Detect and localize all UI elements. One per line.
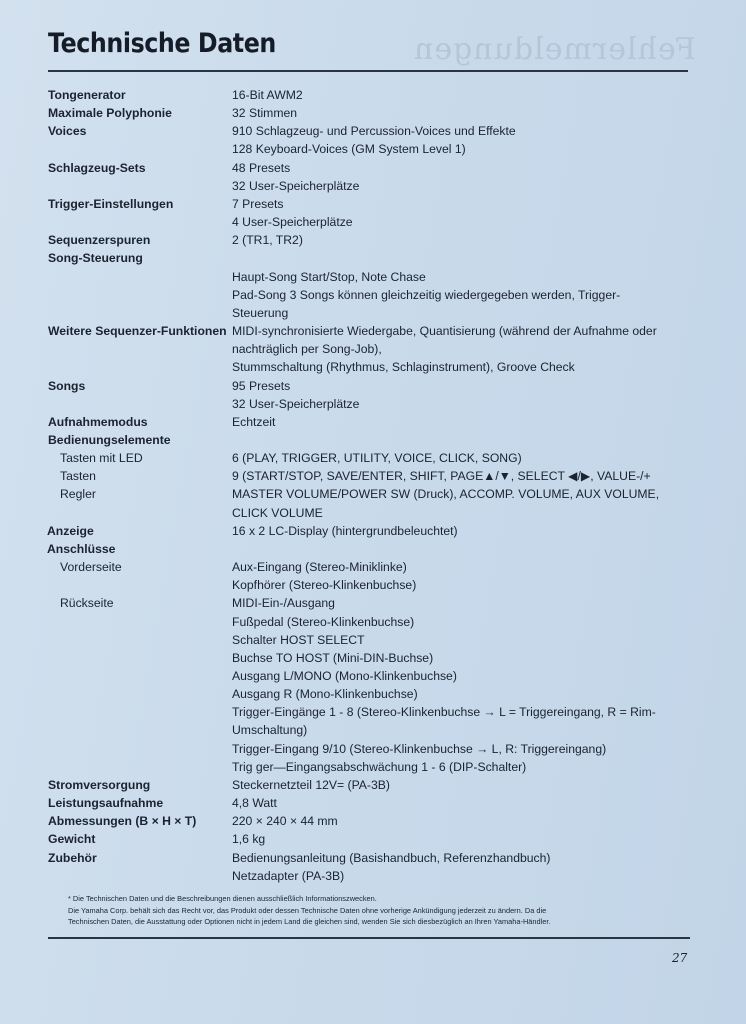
spec-value: [230, 794, 680, 812]
spec-row: [0, 794, 746, 812]
spec-label: Tongenerator: [48, 88, 126, 102]
spec-label: Leistungsaufnahme: [48, 796, 164, 811]
spec-value-line: 16 x 2 LC-Display (hintergrundbeleuchtet): [232, 523, 458, 538]
spec-value-line: Haupt-Song Start/Stop, Note Chase: [232, 269, 426, 284]
spec-label: Regler: [60, 487, 96, 502]
spec-value-line: 32 User-Speicherplätze: [232, 178, 360, 193]
title-divider: [48, 70, 688, 72]
spec-label: Tasten: [60, 469, 96, 484]
spec-value: [230, 485, 680, 521]
spec-value: [230, 377, 680, 413]
spec-label: Abmessungen (B × H × T): [48, 814, 197, 829]
spec-table: [0, 86, 746, 885]
spec-row: [0, 812, 746, 830]
spec-value: [230, 830, 680, 848]
spec-value-line: MASTER VOLUME/POWER SW (Druck), ACCOMP. VOLUME, AUX VOLUME,: [232, 487, 660, 502]
spec-value-line: Schalter HOST SELECT: [232, 632, 365, 647]
spec-value: [230, 122, 680, 158]
spec-value-line: 1,6 kg: [232, 832, 266, 847]
spec-value: [230, 849, 680, 885]
spec-value: [230, 322, 680, 376]
spec-value: [230, 431, 680, 449]
spec-row: [0, 485, 746, 521]
spec-value: [230, 195, 680, 231]
spec-value: [230, 540, 680, 558]
spec-row: [0, 104, 746, 122]
spec-row: [0, 522, 746, 540]
spec-value-line: CLICK VOLUME: [232, 505, 323, 520]
spec-value-line: 32 User-Speicherplätze: [232, 396, 360, 411]
spec-row: [0, 776, 746, 794]
spec-value-line: Trigger-Eingänge 1 - 8 (Stereo-Klinkenbuchse → L = Triggereingang, R = Rim-: [232, 705, 656, 720]
spec-label: Zubehör: [48, 850, 97, 865]
spec-value-line: Trigger-Eingang 9/10 (Stereo-Klinkenbuchse → L, R: Triggereingang): [232, 741, 607, 756]
spec-value: [230, 522, 680, 540]
spec-row: [0, 86, 746, 104]
spec-label: Weitere Sequenzer-Funktionen: [48, 324, 227, 339]
spec-value: [230, 249, 680, 322]
spec-value-line: Steckernetzteil 12V= (PA-3B): [232, 777, 390, 792]
spec-value: [230, 449, 680, 467]
spec-label: Aufnahmemodus: [48, 414, 148, 429]
spec-row: [0, 195, 746, 231]
spec-row: [0, 322, 746, 376]
spec-value-line: Pad-Song 3 Songs können gleichzeitig wiedergegeben werden, Trigger-: [232, 287, 621, 302]
spec-label: Voices: [48, 124, 87, 139]
spec-value-line: Aux-Eingang (Stereo-Miniklinke): [232, 560, 407, 575]
footnote-line: Technischen Daten, die Ausstattung oder Optionen nicht in jedem Land die gleichen sind, wenden Sie sich diesbezüglich an Ihren Yamaha-Händler.: [68, 917, 551, 926]
spec-row: [0, 377, 746, 413]
spec-row: [0, 413, 746, 431]
spec-label: Tasten mit LED: [60, 451, 143, 466]
spec-value: [230, 86, 680, 104]
spec-value-line: Echtzeit: [232, 414, 276, 429]
spec-value-line: 6 (PLAY, TRIGGER, UTILITY, VOICE, CLICK, SONG): [232, 451, 522, 466]
spec-value-line: 16-Bit AWM2: [232, 88, 303, 102]
spec-value: [230, 594, 680, 776]
spec-row: [0, 431, 746, 449]
spec-row: [0, 594, 746, 776]
spec-row: [0, 249, 746, 322]
spec-value-line: Netzadapter (PA-3B): [232, 868, 345, 883]
spec-label: Anzeige: [47, 523, 94, 538]
spec-label: Anschlüsse: [47, 541, 116, 556]
spec-value-line: [232, 249, 680, 267]
spec-value-line: [232, 540, 680, 558]
spec-value-line: MIDI-Ein-/Ausgang: [232, 596, 335, 611]
spec-value-line: 2 (TR1, TR2): [232, 233, 303, 248]
footnote: [68, 893, 688, 928]
spec-value-line: 128 Keyboard-Voices (GM System Level 1): [232, 142, 466, 157]
spec-row: [0, 558, 746, 594]
spec-label: Gewicht: [48, 832, 96, 847]
spec-value-line: Trig ger—Eingangsabschwächung 1 - 6 (DIP-Schalter): [232, 759, 527, 774]
spec-value-line: 4,8 Watt: [232, 796, 277, 811]
spec-row: [0, 231, 746, 249]
spec-label: Vorderseite: [60, 560, 122, 575]
spec-value-line: Bedienungsanleitung (Basishandbuch, Referenzhandbuch): [232, 850, 551, 865]
spec-value: [230, 413, 680, 431]
spec-value-line: Umschaltung): [232, 723, 308, 738]
spec-label: Rückseite: [60, 596, 114, 611]
spec-row: [0, 540, 746, 558]
spec-row: [0, 849, 746, 885]
spec-label: Trigger-Einstellungen: [48, 196, 174, 211]
spec-value-line: Kopfhörer (Stereo-Klinkenbuchse): [232, 578, 417, 593]
spec-row: [0, 122, 746, 158]
spec-value: [230, 812, 680, 830]
spec-value-line: 910 Schlagzeug- und Percussion-Voices und Effekte: [232, 124, 516, 139]
spec-label: Songs: [48, 378, 86, 393]
spec-value: [230, 231, 680, 249]
spec-value-line: Stummschaltung (Rhythmus, Schlaginstrument), Groove Check: [232, 360, 575, 375]
spec-value-line: 95 Presets: [232, 378, 291, 393]
spec-label: Stromversorgung: [48, 777, 151, 792]
spec-value-line: nachträglich per Song-Job),: [232, 342, 382, 357]
spec-value-line: 9 (START/STOP, SAVE/ENTER, SHIFT, PAGE▲/▼, SELECT ◀/▶, VALUE-/+: [232, 469, 651, 484]
spec-value-line: Steuerung: [232, 305, 289, 320]
spec-label: Schlagzeug-Sets: [48, 160, 146, 175]
page-number: 27: [672, 951, 688, 965]
spec-label: Bedienungselemente: [48, 432, 171, 447]
spec-value-line: Buchse TO HOST (Mini-DIN-Buchse): [232, 650, 434, 665]
footer-divider: [48, 937, 690, 939]
spec-row: [0, 830, 746, 848]
footnote-line: * Die Technischen Daten und die Beschreibungen dienen ausschließlich Informationszwecken.: [68, 894, 377, 903]
spec-value: [230, 467, 680, 485]
spec-value-line: 32 Stimmen: [232, 106, 298, 121]
spec-value-line: [232, 431, 680, 449]
spec-value-line: 7 Presets: [232, 196, 284, 211]
spec-value: [230, 159, 680, 195]
spec-value: [230, 104, 680, 122]
spec-label: Song-Steuerung: [48, 251, 143, 266]
spec-value-line: Fußpedal (Stereo-Klinkenbuchse): [232, 614, 415, 629]
spec-value-line: Ausgang R (Mono-Klinkenbuchse): [232, 687, 418, 702]
spec-value-line: MIDI-synchronisierte Wiedergabe, Quantisierung (während der Aufnahme oder: [232, 324, 657, 339]
spec-value-line: Ausgang L/MONO (Mono-Klinkenbuchse): [232, 669, 457, 683]
spec-label: Maximale Polyphonie: [48, 106, 172, 121]
spec-label: Sequenzerspuren: [48, 233, 151, 248]
spec-value-line: 48 Presets: [232, 160, 291, 175]
spec-value-line: 220 × 240 × 44 mm: [232, 814, 338, 829]
spec-row: [0, 159, 746, 195]
bleed-through-heading: Fehlermeldungen: [413, 32, 696, 67]
spec-row: [0, 449, 746, 467]
spec-row: [0, 467, 746, 485]
spec-value: [230, 776, 680, 794]
page-title: Technische Daten: [48, 28, 276, 59]
spec-value-line: 4 User-Speicherplätze: [232, 215, 353, 230]
spec-value: [230, 558, 680, 594]
footnote-line: Die Yamaha Corp. behält sich das Recht vor, das Produkt oder dessen Technische Daten ohne vorherige Ankündigung jederzeit zu ändern. Da die: [68, 905, 547, 915]
